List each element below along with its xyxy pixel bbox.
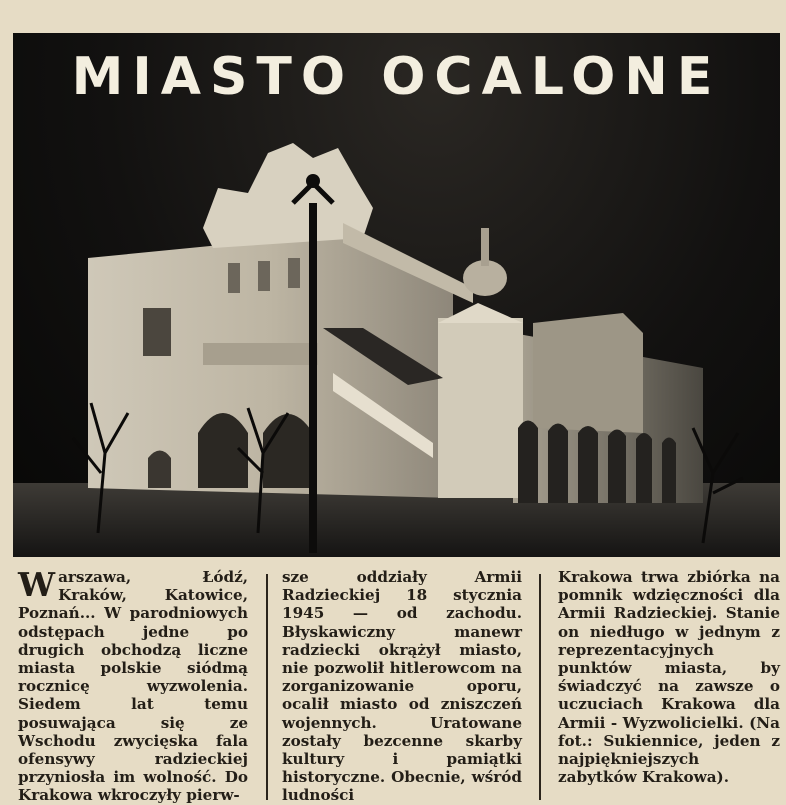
article-body	[18, 565, 780, 805]
article-column-3	[558, 568, 780, 786]
sukiennice-illustration	[13, 33, 780, 557]
column-2-text: sze oddziały Armii Radzieckiej 18 stycznia 1945 — od zachodu. Błyskawiczny manewr radziecki okrążył miasto, nie pozwolił hitlerowcom na zorganizowanie oporu, ocalił miasto od zniszczeń wojennych. Uratowane zostały bezcenne skarby kultury i pamiątki historyczne. Obecnie, wśród ludności	[282, 568, 522, 805]
night-photo-sukiennice	[13, 33, 780, 557]
drop-cap: W	[18, 565, 56, 604]
column-divider	[539, 574, 541, 800]
column-3-text: Krakowa trwa zbiórka na pomnik wdzięczności dla Armii Radzieckiej. Stanie on niedługo w jednym z reprezentacyjnych punktów miasta, by świadczyć na zawsze o uczuciach Krakowa dla Armii - Wyzwolicielki. (Na fot.: Sukiennice, jeden z najpiękniejszych zabytków Krakowa).	[558, 568, 780, 787]
column-divider	[266, 574, 268, 800]
column-1-text: arszawa, Łódź, Kraków, Katowice, Poznań... W parodniowych odstępach jedne po drugich obchodzą liczne miasta polskie siódmą rocznicę wyzwolenia. Siedem lat temu posuwająca się ze Wschodu zwycięska fala ofensywy radzieckiej przyniosła im wolność. Do Krakowa wkroczyły pierw-	[18, 568, 248, 805]
article-column-2	[282, 568, 522, 805]
article-column-1	[18, 565, 248, 805]
headline: MIASTO OCALONE	[71, 47, 722, 107]
